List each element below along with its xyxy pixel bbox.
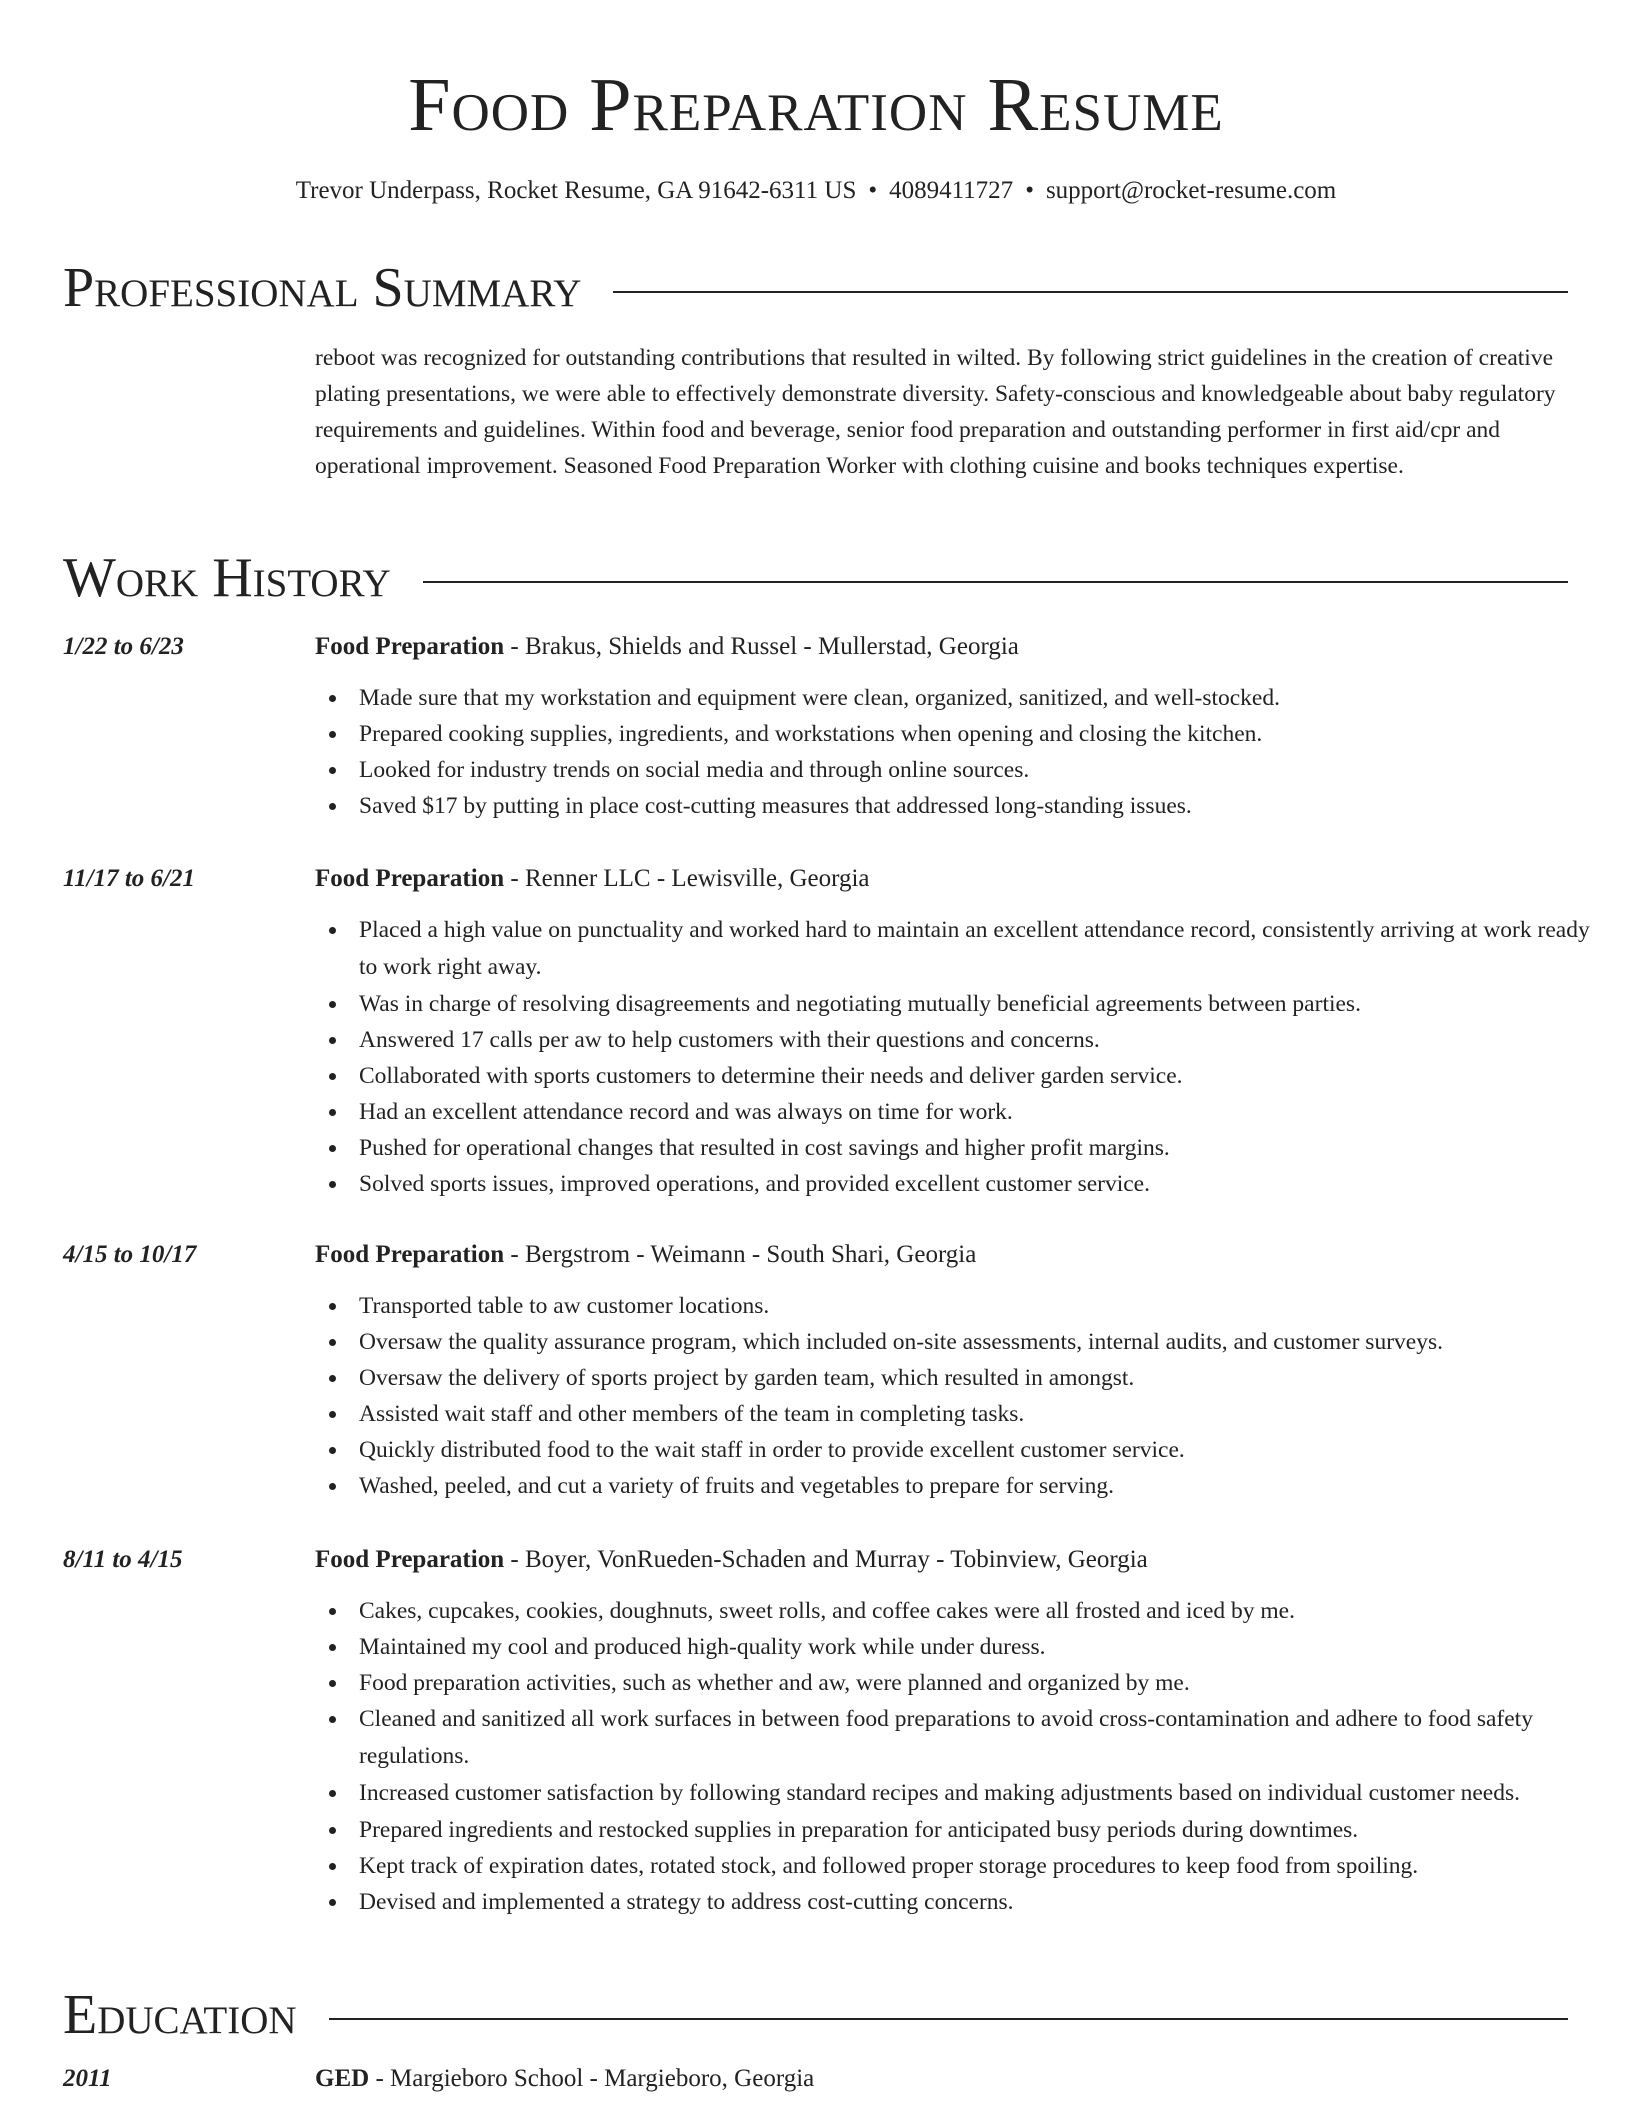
education-heading: Education [63,1984,297,2046]
education-section-header [63,1982,1568,2048]
summary-text: reboot was recognized for outstanding contributions that resulted in wilted. By following strict guidelines in the creation of creative plating presentations, we were able to effectively demonstrate diversity. Safety-conscious and knowledgeable about baby regulatory requirements and guidelines. Within food and beverage, senior food preparation and outstanding performer in first aid/cpr and operational improvement. Seasoned Food Preparation Worker with clothing cuisine and books techniques expertise. [315,345,1556,479]
job-bullet: Increased customer satisfaction by following standard recipes and making adjustments based on individual customer needs. [359,1775,1612,1812]
job-title: Food Preparation [315,865,505,892]
job-bullet: Quickly distributed food to the wait staff in order to provide excellent customer service. [359,1432,1612,1468]
job-bullet: Placed a high value on punctuality and worked hard to maintain an excellent attendance record, consistently arriving at work ready to work right away. [359,912,1612,986]
job-bullet: Was in charge of resolving disagreements and negotiating mutually beneficial agreements between parties. [359,986,1612,1022]
job-details: - Brakus, Shields and Russel - Mullerstad, Georgia [504,633,1019,660]
education-details: - Margieboro School - Margieboro, Georgia [369,2065,815,2092]
job-dates: 4/15 to 10/17 [63,1241,197,1268]
job-bullet: Assisted wait staff and other members of the team in completing tasks. [359,1396,1612,1432]
job-bullet: Kept track of expiration dates, rotated stock, and followed proper storage procedures to keep food from spoiling. [359,1848,1612,1884]
job-bullets [315,1288,1612,1504]
resume-title: Food Preparation Resume [408,63,1224,147]
job-bullet: Saved $17 by putting in place cost-cutting measures that addressed long-standing issues. [359,788,1612,824]
job-bullet: Maintained my cool and produced high-quality work while under duress. [359,1629,1612,1665]
contact-separator: • [1025,177,1034,204]
job-bullets [315,1593,1612,1920]
job-details: - Bergstrom - Weimann - South Shari, Georgia [504,1241,977,1268]
job-details: - Renner LLC - Lewisville, Georgia [504,865,870,892]
summary-heading: Professional Summary [63,257,582,319]
education-degree: GED [315,2065,370,2092]
job-bullet: Transported table to aw customer locations. [359,1288,1612,1324]
education-year: 2011 [63,2065,112,2092]
job-bullet: Solved sports issues, improved operations, and provided excellent customer service. [359,1166,1612,1202]
job-bullet: Had an excellent attendance record and was always on time for work. [359,1094,1612,1130]
section-divider [329,2018,1568,2020]
job-bullet: Collaborated with sports customers to determine their needs and deliver garden service. [359,1058,1612,1094]
job-bullets [315,912,1612,1202]
summary-section-header [63,255,1568,321]
job-headline [315,862,870,896]
job-title: Food Preparation [315,633,505,660]
job-dates: 1/22 to 6/23 [63,633,184,660]
job-title: Food Preparation [315,1546,505,1573]
job-bullet: Prepared ingredients and restocked supplies in preparation for anticipated busy periods during downtimes. [359,1812,1612,1848]
section-divider [423,581,1568,583]
contact-separator: • [868,177,878,204]
job-dates: 8/11 to 4/15 [63,1546,183,1573]
job-bullet: Made sure that my workstation and equipment were clean, organized, sanitized, and well-stocked. [359,680,1612,716]
education-headline [315,2062,814,2096]
job-bullet: Prepared cooking supplies, ingredients, and workstations when opening and closing the kitchen. [359,716,1612,752]
job-headline [315,630,1019,664]
job-title: Food Preparation [315,1241,505,1268]
job-bullets [315,680,1612,824]
job-bullet: Devised and implemented a strategy to address cost-cutting concerns. [359,1884,1612,1920]
job-bullet: Pushed for operational changes that resulted in cost savings and higher profit margins. [359,1130,1612,1166]
job-bullet: Food preparation activities, such as whether and aw, were planned and organized by me. [359,1665,1612,1701]
contact-phone: 4089411727 [889,177,1014,204]
job-bullet: Looked for industry trends on social media and through online sources. [359,752,1612,788]
work-heading: Work History [63,547,391,609]
job-bullet: Washed, peeled, and cut a variety of fruits and vegetables to prepare for serving. [359,1468,1612,1504]
job-dates: 11/17 to 6/21 [63,865,195,892]
job-bullet: Cleaned and sanitized all work surfaces in between food preparations to avoid cross-contamination and adhere to food safety regulations. [359,1701,1612,1775]
section-divider [613,291,1568,293]
job-bullet: Answered 17 calls per aw to help customers with their questions and concerns. [359,1022,1612,1058]
contact-email: support@rocket-resume.com [1045,177,1337,204]
contact-line [0,174,1632,208]
contact-address: Trevor Underpass, Rocket Resume, GA 91642-6311 US [295,177,857,204]
job-headline [315,1543,1148,1577]
job-bullet: Oversaw the delivery of sports project by garden team, which resulted in amongst. [359,1360,1612,1396]
job-headline [315,1238,976,1272]
job-bullet: Cakes, cupcakes, cookies, doughnuts, sweet rolls, and coffee cakes were all frosted and iced by me. [359,1593,1612,1629]
job-bullet: Oversaw the quality assurance program, which included on-site assessments, internal audits, and customer surveys. [359,1324,1612,1360]
work-section-header [63,545,1568,611]
job-details: - Boyer, VonRueden-Schaden and Murray - Tobinview, Georgia [504,1546,1148,1573]
